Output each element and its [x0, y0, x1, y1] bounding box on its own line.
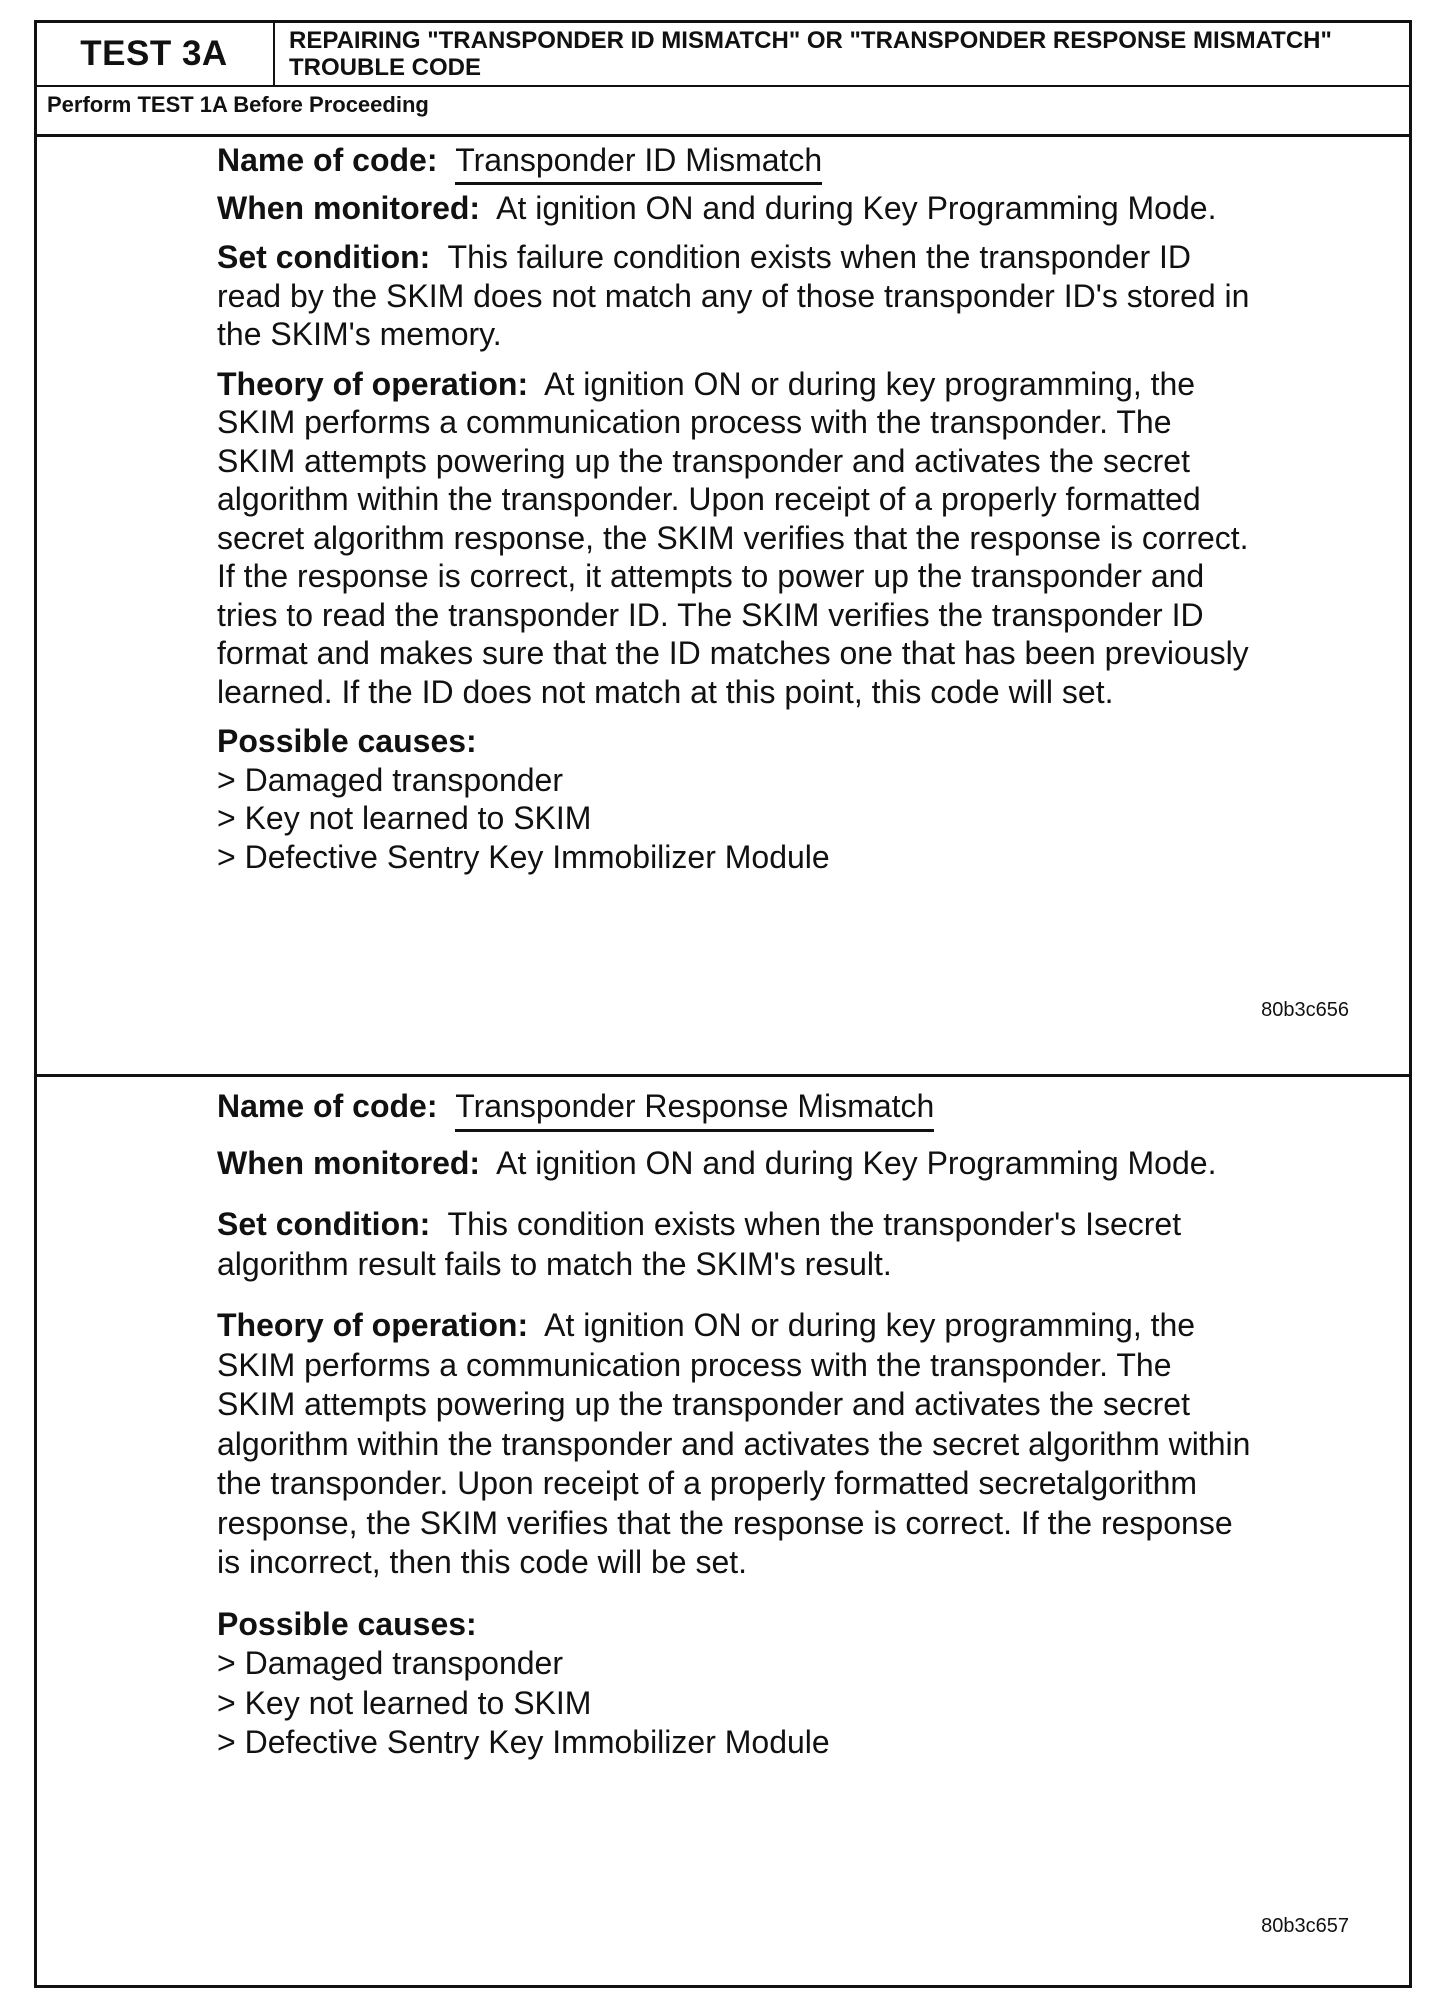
theory-value: At ignition ON or during key programming, the SKIM performs a communication process with the transponder. The SKIM attempts powering up the transponder and activates the secret algorithm within the transponder and activates the secret algorithm within the transponder. Upon receipt of a properly formatted secretalgorithm response, the SKIM verifies that the response is correct. If the response is incorrect, then this code will be set. [217, 1307, 1251, 1580]
cause-item: > Key not learned to SKIM [217, 1684, 592, 1721]
possible-causes-label: Possible causes: [217, 1605, 477, 1642]
set-condition-label: Set condition: [217, 1206, 431, 1242]
code-name-label: Name of code: [217, 142, 438, 178]
theory-label: Theory of operation: [217, 1307, 529, 1343]
test-id: TEST 3A [80, 34, 228, 73]
set-condition-row [217, 238, 1257, 354]
cause-item: > Damaged transponder [217, 1645, 563, 1681]
when-monitored-value: At ignition ON and during Key Programming Mode. [496, 189, 1217, 226]
when-monitored-value: At ignition ON and during Key Programming Mode. [496, 1144, 1217, 1181]
theory-value: At ignition ON or during key programming, the SKIM performs a communication process with the transponder. The SKIM attempts powering up the transponder and activates the secret algorithm within the transponder. Upon receipt of a properly formatted secret algorithm response, the SKIM verifies that the response is correct. If the response is correct, it attempts to power up the transponder and tries to read the transponder ID. The SKIM verifies the transponder ID format and makes sure that the ID matches one that has been previously learned. If the ID does not match at this point, this code will set. [217, 365, 1249, 710]
cause-item: > Defective Sentry Key Immobilizer Module [217, 838, 830, 875]
cause-item: > Key not learned to SKIM [217, 800, 592, 836]
section-content [217, 1087, 1257, 1763]
section-id-mismatch [37, 137, 1409, 1077]
theory-row [217, 1306, 1257, 1583]
section-content [217, 141, 1257, 876]
possible-causes-list [217, 1644, 1257, 1763]
possible-causes-label: Possible causes: [217, 723, 477, 759]
code-name-label: Name of code: [217, 1088, 438, 1124]
code-name-value: Transponder Response Mismatch [455, 1087, 934, 1132]
document-frame [34, 20, 1412, 1988]
when-monitored-row [217, 1144, 1257, 1184]
theory-label: Theory of operation: [217, 365, 529, 402]
figure-id: 80b3c657 [1261, 1915, 1349, 1937]
cause-item: > Defective Sentry Key Immobilizer Module [217, 1724, 830, 1760]
header-divider [273, 23, 275, 85]
theory-row [217, 365, 1257, 712]
code-name-row [217, 141, 1257, 185]
test-title: REPAIRING "TRANSPONDER ID MISMATCH" OR "TRANSPONDER RESPONSE MISMATCH" TROUBLE CODE [289, 27, 1332, 81]
set-condition-label: Set condition: [217, 239, 431, 275]
when-monitored-label: When monitored: [217, 1144, 481, 1181]
when-monitored-row [217, 189, 1257, 228]
possible-causes-list [217, 761, 1257, 877]
code-name-row [217, 1087, 1257, 1132]
set-condition-value: This condition exists when the transponder's Isecret algorithm result fails to match the SKIM's result. [217, 1206, 1182, 1282]
cause-item: > Damaged transponder [217, 761, 563, 798]
set-condition-value: This failure condition exists when the transponder ID read by the SKIM does not match any of those transponder ID's stored in the SKIM's memory. [217, 239, 1250, 352]
header-row [37, 23, 1409, 87]
code-name-value: Transponder ID Mismatch [455, 141, 822, 185]
prerequisite-note: Perform TEST 1A Before Proceeding [37, 87, 1409, 137]
when-monitored-label: When monitored: [217, 189, 481, 226]
section-response-mismatch [37, 1077, 1409, 1985]
figure-id: 80b3c656 [1261, 999, 1349, 1021]
set-condition-row [217, 1205, 1257, 1284]
